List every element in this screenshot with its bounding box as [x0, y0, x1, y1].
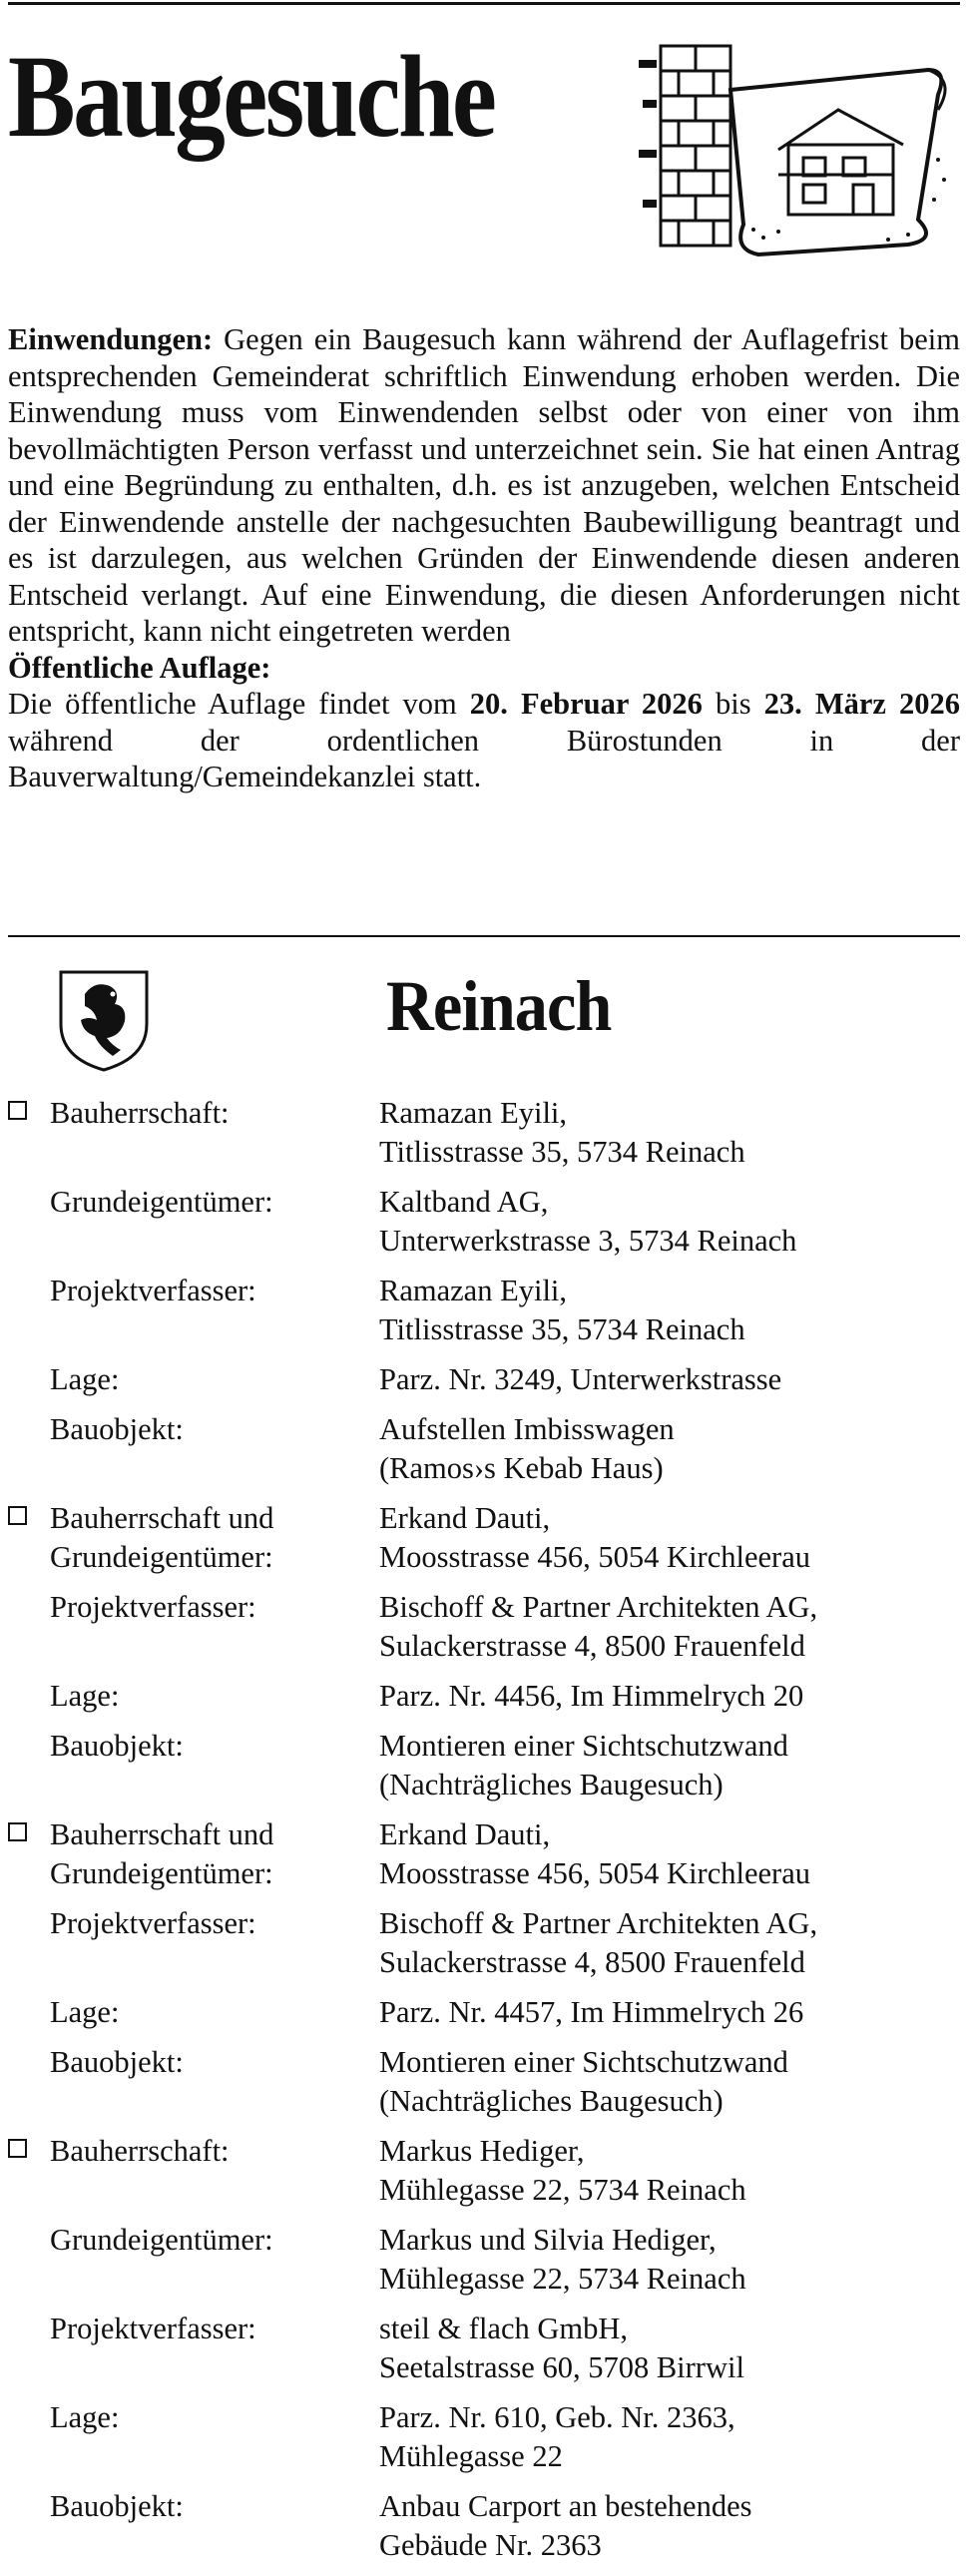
checkbox-icon [8, 1506, 27, 1525]
entry-row [0, 2398, 968, 2476]
entry-row [0, 2487, 968, 2565]
entry-row [0, 1904, 968, 1982]
entry-value-line: Sulackerstrasse 4, 8500 Frauenfeld [379, 1629, 805, 1663]
entry-value [379, 1360, 968, 1399]
entry-label: Lage: [50, 1679, 120, 1713]
entry-value [379, 1993, 968, 2032]
entry-label: Bauherrschaft: [50, 1096, 230, 1130]
entry-value [379, 1410, 968, 1488]
entry-value [379, 1183, 968, 1261]
entry-row [0, 2043, 968, 2121]
entry-row [0, 1815, 968, 1893]
entry-label: Lage: [50, 2400, 120, 2434]
entry-label: Bauherrschaft und Grundeigentümer: [50, 1501, 274, 1574]
entry-label: Grundeigentümer: [50, 2223, 273, 2257]
entry-value [379, 2398, 968, 2476]
entry-value-line: Aufstellen Imbisswagen [379, 1412, 675, 1446]
entry-value-line: Markus Hediger, [379, 2134, 585, 2168]
entry-value-line: Erkand Dauti, [379, 1501, 551, 1535]
entry-value-line: Moosstrasse 456, 5054 Kirchleerau [379, 1856, 810, 1890]
entry-value-line: Sulackerstrasse 4, 8500 Frauenfeld [379, 1945, 805, 1979]
entry-label: Lage: [50, 1995, 120, 2029]
entry-value-line: (Ramos›s Kebab Haus) [379, 1451, 664, 1485]
entry-label: Bauherrschaft: [50, 2134, 230, 2168]
entry-row [0, 1094, 968, 1172]
entry-label: Projektverfasser: [50, 2312, 256, 2345]
date-from: 20. Februar 2026 [469, 687, 703, 721]
entry-value [379, 2310, 968, 2387]
entry-row [0, 2132, 968, 2210]
entry-label: Bauobjekt: [50, 2489, 184, 2523]
checkbox-icon [8, 1101, 27, 1120]
entry-row [0, 1272, 968, 1349]
entry-value-line: Parz. Nr. 4457, Im Himmelrych 26 [379, 1995, 804, 2029]
entry-value-line: Ramazan Eyili, [379, 1274, 568, 1307]
entry-row [0, 1183, 968, 1261]
municipality-heading: Reinach [386, 966, 612, 1046]
entry-value-line: Seetalstrasse 60, 5708 Birrwil [379, 2350, 744, 2384]
entry-row [0, 1410, 968, 1488]
entry-row [0, 2221, 968, 2299]
entry-value [379, 2487, 968, 2565]
building-plan-illustration [639, 40, 958, 259]
entry-value-line: Anbau Carport an bestehendes [379, 2489, 752, 2523]
entry-row [0, 1588, 968, 1666]
entry-row [0, 1677, 968, 1716]
entry-value-line: Titlisstrasse 35, 5734 Reinach [379, 1135, 745, 1169]
entry-row [0, 1993, 968, 2032]
entry-value-line: steil & flach GmbH, [379, 2312, 629, 2345]
checkbox-icon [8, 1822, 27, 1841]
entry-value [379, 1094, 968, 1172]
entry-label: Grundeigentümer: [50, 1185, 273, 1219]
entry-value-line: (Nachträgliches Baugesuch) [379, 2084, 724, 2118]
page-title: Baugesuche [8, 31, 495, 162]
entry-label: Projektverfasser: [50, 1274, 256, 1307]
entry-value-line: Mühlegasse 22, 5734 Reinach [379, 2173, 746, 2207]
objection-text: Gegen ein Baugesuch kann während der Auflagefrist beim entsprechenden Gemeinderat schriftlich Einwendung erhoben werden. Die Einwendung muss vom Einwendenden selbst oder von einer von ihm bevollmächtigten Person verfasst und unterzeichnet sein. Sie hat einen Antrag und eine Begründung zu enthalten, d.h. es ist anzugeben, welchen Entscheid der Einwendende anstelle der nachgesuchten Baubewilligung beantragt und es ist darzulegen, aus welchen Gründen der Einwendende diesen anderen Entscheid verlangt. Auf eine Einwendung, die diesen Anforderungen nicht entspricht, kann nicht eingetreten werden [8, 322, 960, 648]
entry-value-line: Kaltband AG, [379, 1185, 549, 1219]
objection-label: Einwendungen: [8, 322, 214, 356]
entry-value-line: Unterwerkstrasse 3, 5734 Reinach [379, 1224, 797, 1258]
entry-label: Bauobjekt: [50, 1412, 184, 1446]
checkbox-icon [8, 2139, 27, 2158]
entry-value-line: Markus und Silvia Hediger, [379, 2223, 717, 2257]
top-rule [8, 2, 960, 5]
entry-value-line: Parz. Nr. 4456, Im Himmelrych 20 [379, 1679, 804, 1713]
entry-value [379, 1272, 968, 1349]
entry-label: Lage: [50, 1362, 120, 1396]
entry-value-line: Moosstrasse 456, 5054 Kirchleerau [379, 1540, 810, 1574]
entry-value-line: Mühlegasse 22 [379, 2439, 563, 2473]
entry-value [379, 1727, 968, 1804]
coat-of-arms-icon [55, 966, 153, 1074]
entry-value-line: Ramazan Eyili, [379, 1096, 568, 1130]
entry-row [0, 2310, 968, 2387]
entry-label: Bauobjekt: [50, 2045, 184, 2079]
entry-value [379, 1677, 968, 1716]
section-rule [8, 935, 960, 937]
intro-text [8, 321, 960, 795]
entry-value-line: Titlisstrasse 35, 5734 Reinach [379, 1312, 745, 1346]
entry-value-line: Bischoff & Partner Architekten AG, [379, 1590, 818, 1624]
entry-value [379, 1499, 968, 1577]
application-list [0, 1094, 968, 2576]
objection-paragraph [8, 321, 960, 650]
entry-value [379, 1904, 968, 1982]
entry-label: Bauherrschaft und Grundeigentümer: [50, 1817, 274, 1890]
entry-value-line: Bischoff & Partner Architekten AG, [379, 1906, 818, 1940]
entry-value-line: Erkand Dauti, [379, 1817, 551, 1851]
entry-value-line: Montieren einer Sichtschutzwand [379, 1729, 788, 1763]
date-to: 23. März 2026 [763, 687, 960, 721]
public-display-paragraph: Die öffentliche Auflage findet vom 20. Februar 2026 bis 23. März 2026 während der ordentlichen Bürostunden in der Bauverwaltung/Gemeindekanzlei statt. [8, 687, 960, 793]
entry-value [379, 1815, 968, 1893]
entry-value-line: Montieren einer Sichtschutzwand [379, 2045, 788, 2079]
entry-value-line: Parz. Nr. 610, Geb. Nr. 2363, [379, 2400, 735, 2434]
entry-row [0, 1727, 968, 1804]
entry-value-line: Gebäude Nr. 2363 [379, 2528, 602, 2562]
entry-label: Bauobjekt: [50, 1729, 184, 1763]
public-display-heading: Öffentliche Auflage: [8, 650, 271, 685]
entry-value [379, 2132, 968, 2210]
entry-row [0, 1360, 968, 1399]
entry-value-line: Mühlegasse 22, 5734 Reinach [379, 2262, 746, 2296]
entry-label: Projektverfasser: [50, 1906, 256, 1940]
entry-value-line: Parz. Nr. 3249, Unterwerkstrasse [379, 1362, 782, 1396]
entry-label: Projektverfasser: [50, 1590, 256, 1624]
entry-value [379, 1588, 968, 1666]
entry-value [379, 2043, 968, 2121]
entry-value-line: (Nachträgliches Baugesuch) [379, 1768, 724, 1802]
entry-value [379, 2221, 968, 2299]
entry-row [0, 1499, 968, 1577]
